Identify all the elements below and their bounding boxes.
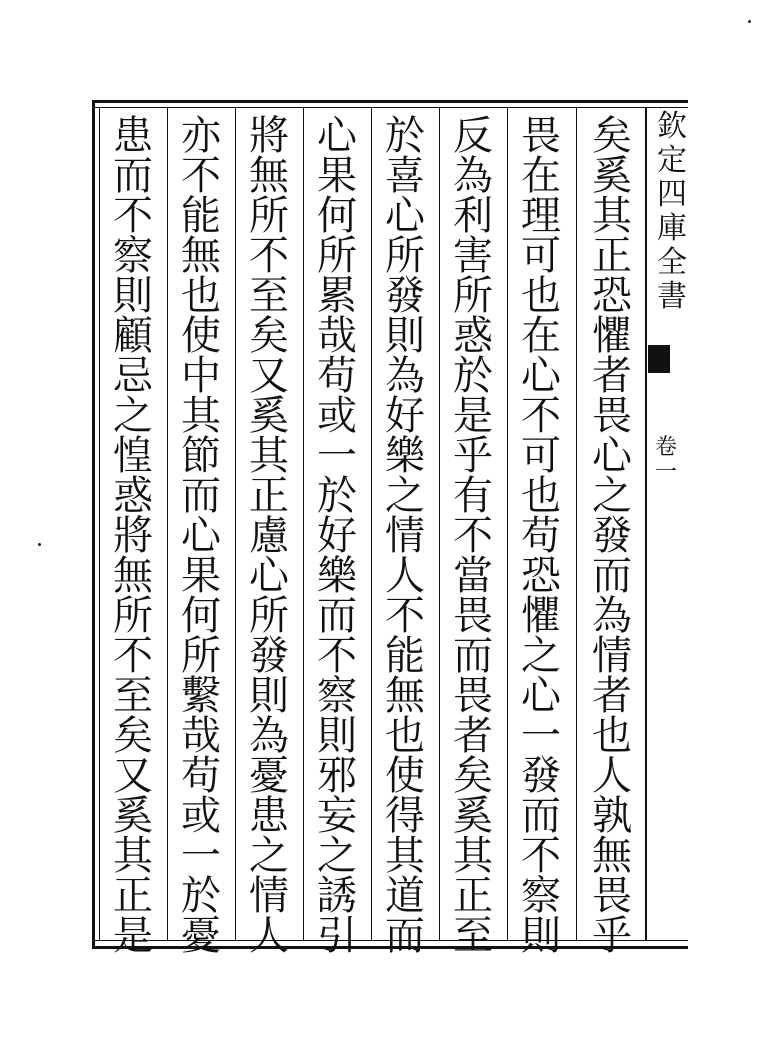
text-character: 惶: [113, 433, 153, 479]
text-character: 人: [385, 553, 425, 599]
text-character: 畏: [453, 673, 493, 719]
text-character: 之: [249, 833, 289, 879]
banxin-character: 書: [657, 279, 687, 314]
text-character: 矣: [592, 113, 632, 159]
banxin-character: 定: [657, 143, 687, 178]
text-character: 害: [453, 233, 493, 279]
text-character: 奚: [249, 393, 289, 439]
column-divider: [507, 107, 508, 941]
text-character: 發: [385, 273, 425, 319]
banxin-border-rule: [645, 107, 647, 941]
text-column-6: [240, 113, 298, 959]
text-character: 苟: [521, 513, 561, 559]
text-character: 不: [113, 633, 153, 679]
text-character: 發: [521, 753, 561, 799]
text-character: 其: [453, 833, 493, 879]
text-character: 所: [181, 633, 221, 679]
text-character: 至: [249, 273, 289, 319]
text-character: 畏: [592, 873, 632, 919]
text-character: 乎: [592, 913, 632, 959]
frame-top-rule: [92, 100, 688, 103]
text-character: 則: [317, 713, 357, 759]
text-character: 一: [181, 833, 221, 879]
text-character: 於: [181, 873, 221, 919]
text-character: 奚: [113, 793, 153, 839]
text-character: 正: [453, 873, 493, 919]
text-character: 哉: [317, 313, 357, 359]
text-column-2: [512, 113, 570, 959]
column-divider: [303, 107, 304, 941]
column-divider: [235, 107, 236, 941]
text-character: 人: [592, 753, 632, 799]
text-character: 發: [249, 633, 289, 679]
text-character: 不: [181, 153, 221, 199]
frame-top-inner-rule: [92, 107, 688, 108]
frame-left-rule: [92, 100, 95, 949]
text-character: 畏: [592, 393, 632, 439]
text-character: 又: [249, 353, 289, 399]
text-character: 也: [385, 713, 425, 759]
text-character: 不: [453, 513, 493, 559]
text-character: 於: [453, 353, 493, 399]
text-character: 心: [181, 513, 221, 559]
banxin-character: 四: [657, 177, 687, 212]
text-character: 正: [592, 233, 632, 279]
column-divider: [576, 107, 577, 941]
text-character: 於: [317, 473, 357, 519]
text-column-4: [376, 113, 434, 959]
text-character: 苟: [317, 353, 357, 399]
text-character: 可: [521, 433, 561, 479]
text-character: 使: [181, 313, 221, 359]
text-character: 而: [113, 153, 153, 199]
text-character: 憂: [181, 913, 221, 959]
text-character: 察: [317, 673, 357, 719]
text-character: 引: [317, 913, 357, 959]
text-character: 則: [249, 673, 289, 719]
text-character: 人: [249, 913, 289, 959]
text-character: 道: [385, 873, 425, 919]
text-character: 而: [385, 913, 425, 959]
text-character: 得: [385, 793, 425, 839]
text-character: 無: [249, 153, 289, 199]
text-character: 所: [385, 233, 425, 279]
text-character: 一: [521, 713, 561, 759]
text-character: 是: [453, 393, 493, 439]
text-character: 之: [521, 633, 561, 679]
text-character: 患: [113, 113, 153, 159]
text-character: 懼: [521, 593, 561, 639]
juan-character: 卷: [654, 435, 677, 460]
ink-speck: [38, 543, 41, 546]
text-character: 無: [385, 673, 425, 719]
text-column-3: [444, 113, 502, 959]
banxin-character: 庫: [657, 211, 687, 246]
text-character: 情: [249, 873, 289, 919]
text-character: 節: [181, 433, 221, 479]
text-character: 恐: [521, 553, 561, 599]
text-character: 不: [317, 633, 357, 679]
text-character: 繫: [181, 673, 221, 719]
frame-left-inner-rule: [99, 107, 100, 941]
banxin-character: 全: [657, 245, 687, 280]
text-character: 乎: [453, 433, 493, 479]
text-character: 所: [249, 593, 289, 639]
text-character: 畏: [521, 113, 561, 159]
text-character: 畏: [453, 593, 493, 639]
text-character: 也: [521, 473, 561, 519]
text-character: 憂: [249, 753, 289, 799]
text-character: 者: [592, 353, 632, 399]
column-divider: [167, 107, 168, 941]
text-character: 心: [317, 113, 357, 159]
text-character: 正: [249, 473, 289, 519]
text-column-7: [172, 113, 230, 959]
text-column-8: [104, 113, 162, 959]
text-character: 之: [592, 473, 632, 519]
text-character: 不: [521, 393, 561, 439]
text-character: 顧: [113, 313, 153, 359]
text-character: 察: [521, 873, 561, 919]
text-character: 也: [521, 273, 561, 319]
text-character: 可: [521, 233, 561, 279]
text-character: 之: [113, 393, 153, 439]
text-character: 無: [113, 553, 153, 599]
text-character: 利: [453, 193, 493, 239]
text-character: 邪: [317, 753, 357, 799]
text-character: 忌: [113, 353, 153, 399]
text-character: 之: [317, 833, 357, 879]
text-character: 至: [113, 673, 153, 719]
column-divider: [439, 107, 440, 941]
text-character: 理: [521, 193, 561, 239]
text-character: 慮: [249, 513, 289, 559]
column-divider: [371, 107, 372, 941]
text-character: 是: [113, 913, 153, 959]
text-character: 心: [521, 673, 561, 719]
text-character: 恐: [592, 273, 632, 319]
text-character: 情: [385, 513, 425, 559]
text-character: 惑: [113, 473, 153, 519]
text-character: 其: [249, 433, 289, 479]
text-character: 孰: [592, 793, 632, 839]
text-character: 果: [181, 553, 221, 599]
text-character: 者: [453, 713, 493, 759]
text-character: 情: [592, 633, 632, 679]
text-character: 果: [317, 153, 357, 199]
text-character: 矣: [113, 713, 153, 759]
text-character: 有: [453, 473, 493, 519]
text-character: 為: [453, 153, 493, 199]
text-character: 惑: [453, 313, 493, 359]
text-character: 則: [385, 313, 425, 359]
text-character: 而: [521, 793, 561, 839]
text-character: 矣: [249, 313, 289, 359]
text-character: 其: [385, 833, 425, 879]
text-character: 喜: [385, 153, 425, 199]
text-character: 能: [181, 193, 221, 239]
text-character: 察: [113, 233, 153, 279]
text-character: 或: [317, 393, 357, 439]
text-character: 不: [521, 833, 561, 879]
text-character: 所: [453, 273, 493, 319]
text-character: 妄: [317, 793, 357, 839]
text-character: 為: [592, 593, 632, 639]
banxin-juan-label: [651, 435, 681, 486]
text-character: 反: [453, 113, 493, 159]
text-character: 使: [385, 753, 425, 799]
text-character: 所: [249, 193, 289, 239]
text-character: 苟: [181, 753, 221, 799]
text-character: 好: [385, 393, 425, 439]
text-column-1: [583, 113, 641, 959]
text-character: 一: [317, 433, 357, 479]
text-column-5: [308, 113, 366, 959]
text-character: 而: [181, 473, 221, 519]
text-character: 好: [317, 513, 357, 559]
banxin-character: 欽: [657, 109, 687, 144]
text-character: 無: [181, 233, 221, 279]
text-character: 累: [317, 273, 357, 319]
text-character: 為: [249, 713, 289, 759]
text-character: 哉: [181, 713, 221, 759]
text-character: 者: [592, 673, 632, 719]
text-character: 將: [113, 513, 153, 559]
text-character: 無: [592, 833, 632, 879]
text-character: 其: [592, 193, 632, 239]
text-character: 而: [592, 553, 632, 599]
juan-character: 一: [654, 460, 677, 486]
text-character: 所: [317, 233, 357, 279]
banxin-book-title: [650, 109, 694, 314]
text-character: 何: [317, 193, 357, 239]
text-character: 則: [521, 913, 561, 959]
text-character: 樂: [385, 433, 425, 479]
text-character: 奚: [453, 793, 493, 839]
text-character: 誘: [317, 873, 357, 919]
text-character: 所: [113, 593, 153, 639]
text-character: 心: [249, 553, 289, 599]
text-character: 不: [249, 233, 289, 279]
text-character: 而: [317, 593, 357, 639]
text-character: 患: [249, 793, 289, 839]
text-character: 當: [453, 553, 493, 599]
text-character: 而: [453, 633, 493, 679]
text-character: 奚: [592, 153, 632, 199]
text-character: 至: [453, 913, 493, 959]
text-character: 不: [385, 593, 425, 639]
text-character: 於: [385, 113, 425, 159]
text-character: 為: [385, 353, 425, 399]
text-character: 其: [181, 393, 221, 439]
text-character: 也: [592, 713, 632, 759]
text-character: 之: [385, 473, 425, 519]
ink-speck: [748, 20, 751, 23]
text-character: 亦: [181, 113, 221, 159]
text-character: 矣: [453, 753, 493, 799]
text-character: 或: [181, 793, 221, 839]
text-character: 能: [385, 633, 425, 679]
text-character: 何: [181, 593, 221, 639]
text-character: 在: [521, 153, 561, 199]
text-character: 中: [181, 353, 221, 399]
text-character: 懼: [592, 313, 632, 359]
text-character: 不: [113, 193, 153, 239]
text-character: 發: [592, 513, 632, 559]
text-character: 在: [521, 313, 561, 359]
text-character: 則: [113, 273, 153, 319]
text-character: 其: [113, 833, 153, 879]
text-character: 又: [113, 753, 153, 799]
text-character: 心: [385, 193, 425, 239]
text-character: 樂: [317, 553, 357, 599]
text-character: 也: [181, 273, 221, 319]
text-character: 心: [521, 353, 561, 399]
text-character: 將: [249, 113, 289, 159]
text-character: 正: [113, 873, 153, 919]
fishtail-mark: [648, 345, 670, 373]
text-character: 心: [592, 433, 632, 479]
